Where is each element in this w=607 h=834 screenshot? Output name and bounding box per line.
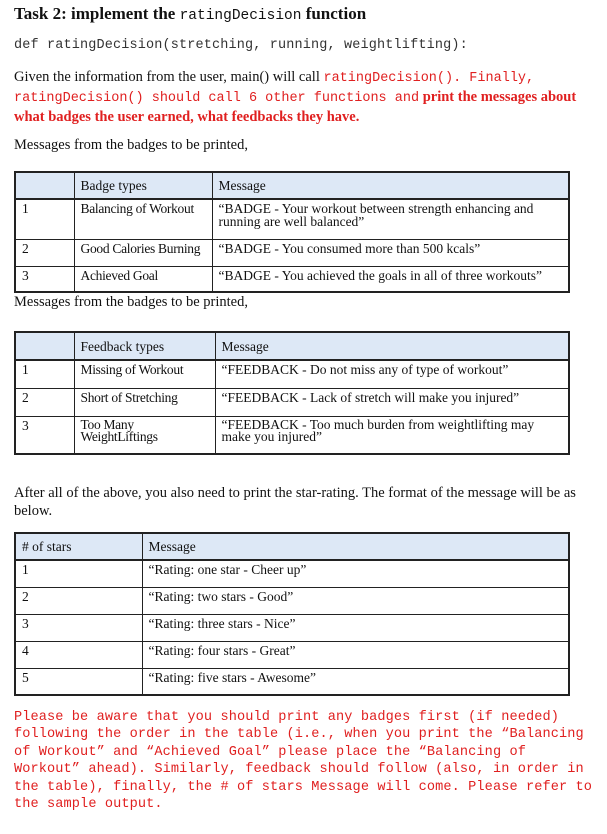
function-signature: def ratingDecision(stretching, running, weightlifting): xyxy=(14,38,468,53)
table-row xyxy=(15,360,569,388)
badges-header-type: Badge types xyxy=(74,172,212,199)
badges-header-row xyxy=(15,172,569,199)
ordering-note: Please be aware that you should print any badges first (if needed) following the order in the table (i.e., when you print the “Balancing of Workout” and “Achieved Goal” please place the “Balancing of Workout” ahead). Similarly, feedback should follow (also, in order in the table), finally, the # of stars Message will come. Please refer to the sample output. xyxy=(14,710,593,813)
stars-header-message: Message xyxy=(142,533,569,560)
feedback-type: Short of Stretching xyxy=(74,388,215,416)
feedback-header-type: Feedback types xyxy=(74,332,215,360)
table-row xyxy=(15,614,569,641)
row-number: 3 xyxy=(15,266,74,292)
star-count: 3 xyxy=(15,614,142,641)
feedback-header-num xyxy=(15,332,74,360)
feedback-type: Missing of Workout xyxy=(74,360,215,388)
table-row xyxy=(15,641,569,668)
row-number: 1 xyxy=(15,360,74,388)
title-function-name: ratingDecision xyxy=(179,8,302,24)
feedback-message: “FEEDBACK - Lack of stretch will make you injured” xyxy=(215,388,569,416)
table-row xyxy=(15,416,569,454)
badge-message: “BADGE - Your workout between strength enhancing and running are well balanced” xyxy=(212,199,569,239)
feedback-message: “FEEDBACK - Do not miss any of type of workout” xyxy=(215,360,569,388)
badge-type: Achieved Goal xyxy=(74,266,212,292)
stars-table xyxy=(14,532,570,696)
badge-type: Balancing of Workout xyxy=(74,199,212,239)
table-row xyxy=(15,239,569,266)
star-message: “Rating: three stars - Nice” xyxy=(142,614,569,641)
star-count: 5 xyxy=(15,668,142,695)
star-message: “Rating: five stars - Awesome” xyxy=(142,668,569,695)
title-suffix: function xyxy=(301,4,367,23)
intro-paragraph xyxy=(14,68,589,126)
star-count: 2 xyxy=(15,587,142,614)
star-rating-instructions: After all of the above, you also need to print the star-rating. The format of the message will be as below. xyxy=(14,485,576,519)
table-row xyxy=(15,266,569,292)
star-count: 1 xyxy=(15,560,142,587)
badges-header-message: Message xyxy=(212,172,569,199)
row-number: 3 xyxy=(15,416,74,454)
page-title xyxy=(14,4,366,24)
badge-type: Good Calories Burning xyxy=(74,239,212,266)
feedback-header-message: Message xyxy=(215,332,569,360)
title-prefix: Task 2: implement the xyxy=(14,4,180,23)
star-message: “Rating: two stars - Good” xyxy=(142,587,569,614)
stars-header-row xyxy=(15,533,569,560)
row-number: 2 xyxy=(15,388,74,416)
feedback-header-row xyxy=(15,332,569,360)
feedback-caption: Messages from the badges to be printed, xyxy=(14,294,248,310)
table-row xyxy=(15,668,569,695)
table-row xyxy=(15,587,569,614)
badges-caption: Messages from the badges to be printed, xyxy=(14,137,248,153)
badge-message: “BADGE - You consumed more than 500 kcals” xyxy=(212,239,569,266)
row-number: 2 xyxy=(15,239,74,266)
feedback-type: Too Many WeightLiftings xyxy=(74,416,215,454)
table-row xyxy=(15,199,569,239)
star-count: 4 xyxy=(15,641,142,668)
table-row xyxy=(15,560,569,587)
intro-text-1: Given the information from the user, main() will call xyxy=(14,69,324,85)
row-number: 1 xyxy=(15,199,74,239)
star-message: “Rating: four stars - Great” xyxy=(142,641,569,668)
table-row xyxy=(15,388,569,416)
intro-code: ratingDecision(). Finally, ratingDecision() should call 6 other functions and xyxy=(14,71,535,106)
stars-header-num: # of stars xyxy=(15,533,142,560)
feedback-message: “FEEDBACK - Too much burden from weightlifting may make you injured” xyxy=(215,416,569,454)
badge-message: “BADGE - You achieved the goals in all of three workouts” xyxy=(212,266,569,292)
badges-table xyxy=(14,171,570,293)
star-message: “Rating: one star - Cheer up” xyxy=(142,560,569,587)
feedback-table xyxy=(14,331,570,455)
badges-header-num xyxy=(15,172,74,199)
intro-text-2: print the messages about what badges the user earned, what feedbacks they have. xyxy=(14,89,577,125)
